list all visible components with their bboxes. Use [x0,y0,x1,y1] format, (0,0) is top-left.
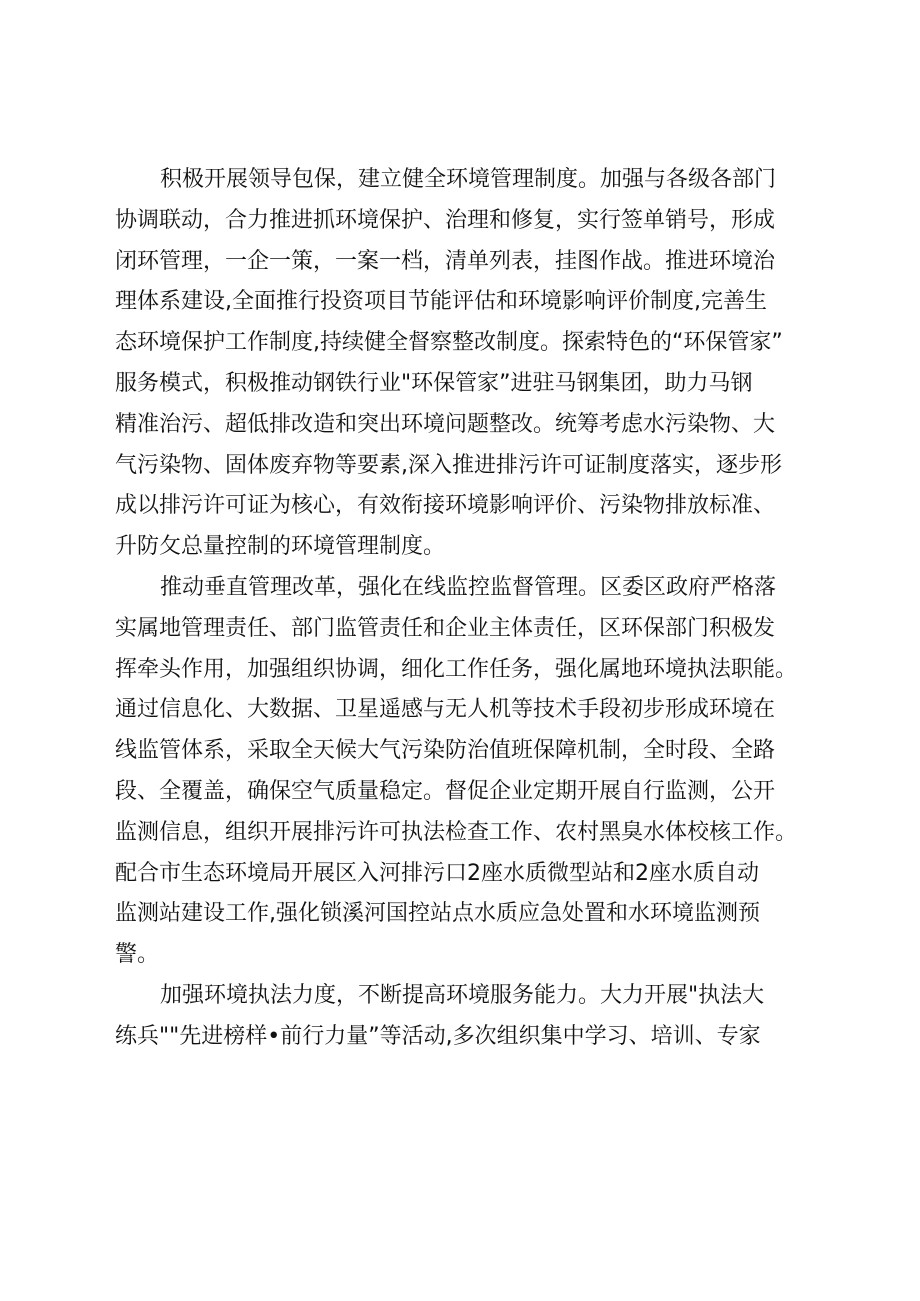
text-line: 推动垂直管理改革，强化在线监控监督管理。区委区政府严格落 [160,574,777,600]
paragraph-enforcement [115,976,810,1058]
paragraph-vertical-management-reform [115,568,810,976]
text-line: 监测站建设工作,强化锁溪河国控站点水质应急处置和水环境监测预 [115,901,760,927]
paragraph-environmental-management [115,160,810,568]
text-line: 态环境保护工作制度,持续健全督察整改制度。探索特色的“环保管家” [115,330,783,356]
text-line: 配合市生态环境局开展区入河排污口2座水质微型站和2座水质自动 [115,860,759,886]
text-line: 积极开展领导包保，建立健全环境管理制度。加强与各级各部门 [160,167,777,192]
document-body [115,160,810,1058]
text-line: 成以排污许可证为核心，有效衔接环境影响评价、污染物排放标准、 [115,493,776,519]
text-line: 理体系建设,全面推行投资项目节能评估和环境影响评价制度,完善生 [115,289,767,315]
text-line: 练兵""先进榜样•前行力量”等活动,多次组织集中学习、培训、专家 [115,1023,761,1049]
text-line: 加强环境执法力度，不断提高环境服务能力。大力开展"执法大 [160,982,765,1008]
text-line: 气污染物、固体废弃物等要素,深入推进排污许可证制度落实，逐步形 [115,452,782,478]
text-line: 线监管体系，采取全天候大气污染防治值班保障机制，全时段、全路 [115,738,776,764]
text-line: 通过信息化、大数据、卫星遥感与无人机等技术手段初步形成环境在 [115,697,776,723]
text-line: 协调联动，合力推进抓环境保护、治理和修复，实行签单销号，形成 [115,207,776,233]
text-line: 实属地管理责任、部门监管责任和企业主体责任，区环保部门积极发 [115,615,776,641]
text-line: 闭环管理，一企一策，一案一档，清单列表，挂图作战。推进环境治 [115,248,776,274]
text-line: 升防攵总量控制的环境管理制度。 [115,534,446,560]
text-line: 监测信息，组织开展排污许可执法检查工作、农村黑臭水体校核工作。 [115,819,798,845]
text-line: 服务模式，积极推动钢铁行业"环保管家”进驻马钢集团，助力马钢 [115,370,753,396]
text-line: 挥牵头作用，加强组织协调，细化工作任务，强化属地环境执法职能。 [115,656,798,682]
text-line: 段、全覆盖，确保空气质量稳定。督促企业定期开展自行监测，公开 [115,778,776,804]
text-line: 警。 [115,942,160,968]
text-line: 精准治污、超低排改造和突出环境问题整改。统筹考虑水污染物、大 [115,411,776,437]
